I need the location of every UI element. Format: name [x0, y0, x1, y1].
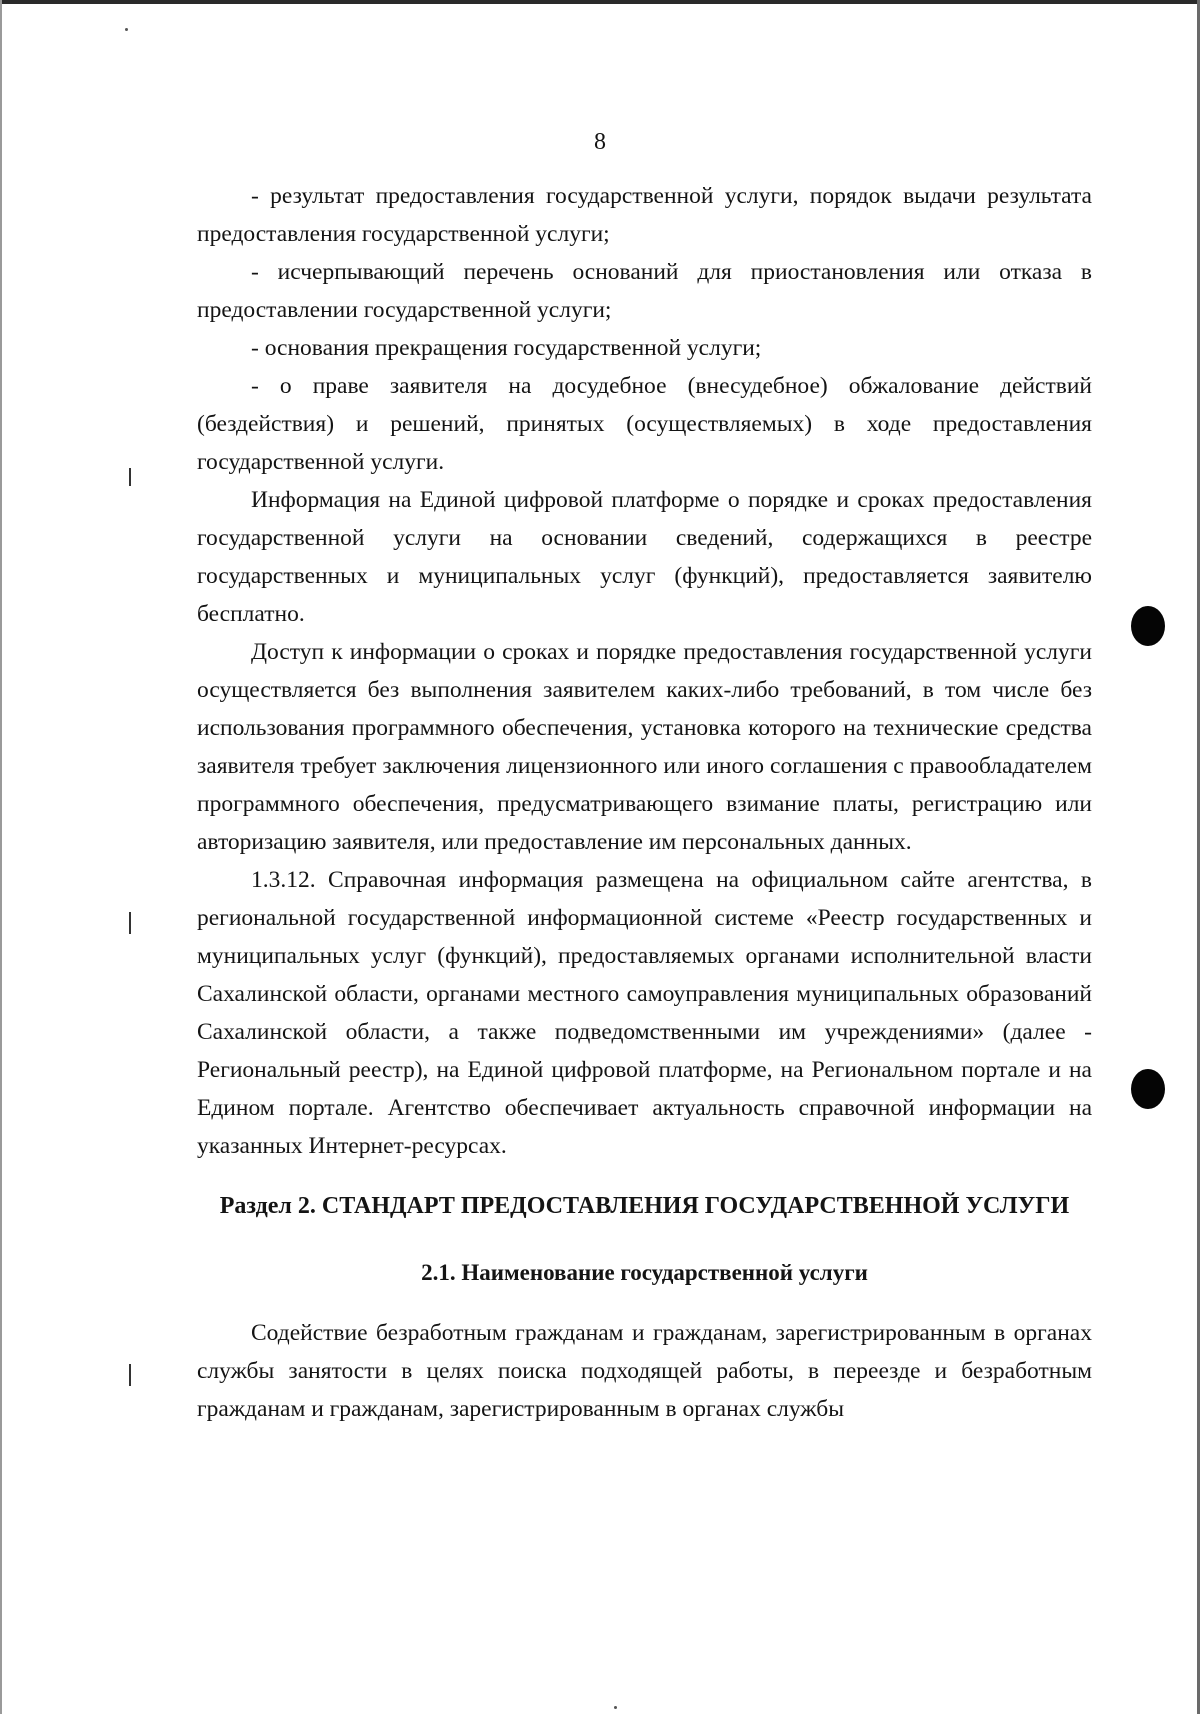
paragraph-result: - результат предоставления государственной услуги, порядок выдачи результата предоставления государственной услуги;: [197, 183, 1092, 247]
paragraph-termination: - основания прекращения государственной услуги;: [251, 335, 762, 361]
punch-hole-upper: [1131, 606, 1165, 646]
scan-mark: [129, 468, 131, 486]
scan-speck: [614, 1706, 617, 1709]
scan-mark: [129, 912, 131, 934]
paragraph-platform-info: Информация на Единой цифровой платформе о порядке и сроках предоставления государственной услуги на основании сведений, содержащихся в реестре государственных и муниципальных услуг (функций), предоставляется заявителю бесплатно.: [197, 487, 1092, 627]
scan-left-edge: [0, 0, 2, 1714]
section-title: Раздел 2. СТАНДАРТ ПРЕДОСТАВЛЕНИЯ ГОСУДАРСТВЕННОЙ УСЛУГИ: [219, 1193, 1070, 1219]
paragraph-grounds-list: - исчерпывающий перечень оснований для приостановления или отказа в предоставлении государственной услуги;: [197, 259, 1092, 323]
document-body: [197, 177, 1092, 1428]
scan-mark: [129, 1364, 131, 1386]
paragraph-appeal-right: - о праве заявителя на досудебное (внесудебное) обжалование действий (бездействия) и решений, принятых (осуществляемых) в ходе предоставления государственной услуги.: [197, 373, 1092, 475]
subsection-title: 2.1. Наименование государственной услуги: [421, 1260, 868, 1285]
paragraph-reference-info: 1.3.12. Справочная информация размещена на официальном сайте агентства, в региональной государственной информационной системе «Реестр государственных и муниципальных услуг (функций), предоставляемых органами исполнительной власти Сахалинской области, органами местного самоуправления муниципальных образований Сахалинской области, а также подведомственными им учреждениями» (далее - Региональный реестр), на Единой цифровой платформе, на Региональном портале и на Едином портале. Агентство обеспечивает актуальность справочной информации на указанных Интернет-ресурсах.: [197, 867, 1092, 1159]
paragraph-access: Доступ к информации о сроках и порядке предоставления государственной услуги осуществляется без выполнения заявителем каких-либо требований, в том числе без использования программного обеспечения, установка которого на технические средства заявителя требует заключения лицензионного или иного соглашения с правообладателем программного обеспечения, предусматривающего взимание платы, регистрацию или авторизацию заявителя, или предоставление им персональных данных.: [197, 639, 1092, 855]
scan-top-edge: [0, 0, 1200, 4]
paragraph-service-name: Содействие безработным гражданам и гражданам, зарегистрированным в органах службы занятости в целях поиска подходящей работы, в переезде и безработным гражданам и гражданам, зарегистрированным в органах службы: [197, 1320, 1092, 1422]
punch-hole-lower: [1131, 1069, 1165, 1109]
page-number: 8: [594, 129, 606, 155]
scan-speck: [125, 28, 128, 31]
